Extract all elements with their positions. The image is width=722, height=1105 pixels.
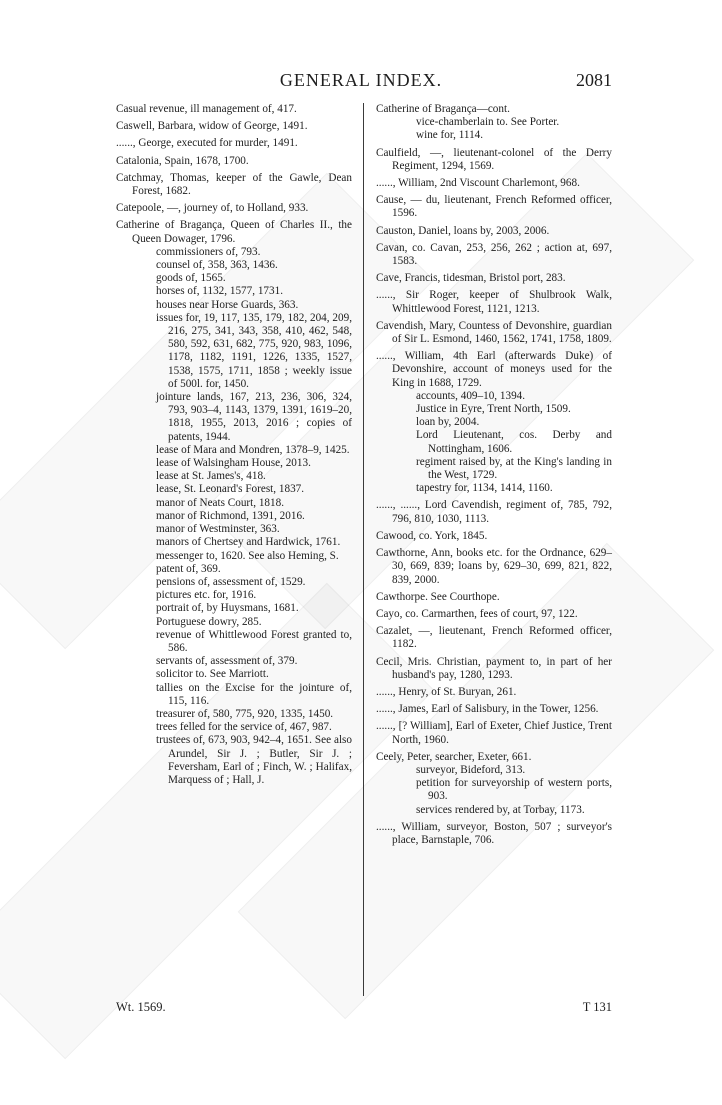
index-subentry: accounts, 409–10, 1394. [416, 389, 526, 402]
index-entry-heading: Catalonia, Spain, 1678, 1700. [116, 154, 249, 167]
index-subentry: pictures etc. for, 1916. [156, 589, 257, 602]
right-index-column [376, 103, 612, 851]
left-index-column [116, 103, 352, 791]
index-entry-heading: Catherine of Bragança—cont. [376, 103, 510, 115]
index-subentry: tapestry for, 1134, 1414, 1160. [416, 482, 553, 495]
index-entry [376, 224, 612, 238]
index-entry [376, 655, 612, 682]
index-entry-heading: Cazalet, —, lieutenant, French Reformed officer, 1182. [376, 625, 612, 651]
index-subentry: issues for, 19, 117, 135, 179, 182, 204, 209, 216, 275, 341, 343, 358, 410, 462, 548, 580, 592, 631, 682, 775, 920, 983, 1096, 1178, 1182, 1191, 1226, 1335, 1527, 1538, 1575, 1711, 1858 ; weekly issue of 500l. for, 1450. [156, 311, 352, 390]
index-entry [376, 241, 612, 268]
index-subentry: lease at St. James's, 418. [156, 470, 266, 483]
index-subentry: houses near Horse Guards, 363. [156, 298, 299, 311]
index-entry-heading: Cavendish, Mary, Countess of Devonshire, guardian of Sir L. Esmond, 1460, 1562, 1741, 1758, 1809. [376, 319, 612, 346]
index-subentry: tallies on the Excise for the jointure of, 115, 116. [156, 681, 352, 707]
index-entry-heading: Catherine of Bragança, Queen of Charles II., the Queen Dowager, 1796. [116, 219, 352, 245]
index-subentry: horses of, 1132, 1577, 1731. [156, 285, 283, 298]
index-subentry: trees felled for the service of, 467, 987. [156, 721, 332, 734]
index-entry-heading: Causton, Daniel, loans by, 2003, 2006. [376, 224, 550, 237]
index-subentry: lease of Walsingham House, 2013. [156, 457, 311, 470]
index-subentry: commissioners of, 793. [156, 245, 261, 258]
page-footer [116, 1000, 612, 1018]
index-entry [376, 820, 612, 847]
index-entry-heading: ......, Sir Roger, keeper of Shulbrook Walk, Whittlewood Forest, 1121, 1213. [376, 289, 612, 315]
index-entry [376, 750, 612, 817]
index-subentry: petition for surveyorship of western ports, 903. [416, 777, 612, 803]
index-entry [116, 120, 352, 133]
index-subentry: trustees of, 673, 903, 942–4, 1651. See also Arundel, Sir J. ; Butler, Sir J. ; Feversham, Earl of ; Finch, W. ; Halifax, Marquess of ; Hall, J. [156, 734, 352, 786]
index-entry [116, 202, 352, 215]
index-subentry: patent of, 369. [156, 562, 221, 575]
page-title: GENERAL INDEX. [279, 70, 443, 90]
index-subentry: manor of Westminster, 363. [156, 523, 280, 536]
index-subentry: vice-chamberlain to. See Porter. [416, 116, 560, 129]
index-entry [116, 171, 352, 198]
index-subentry: servants of, assessment of, 379. [156, 655, 298, 668]
index-subentry: counsel of, 358, 363, 1436. [156, 259, 278, 272]
index-entry [376, 547, 612, 587]
page-number: 2081 [576, 70, 612, 90]
index-entry [376, 499, 612, 525]
index-entry-heading: Cavan, co. Cavan, 253, 256, 262 ; action at, 697, 1583. [376, 241, 612, 268]
index-entry [376, 529, 612, 543]
index-entry-heading: Catchmay, Thomas, keeper of the Gawle, Dean Forest, 1682. [116, 171, 352, 198]
index-entry-heading: ......, William, 4th Earl (afterwards Duke) of Devonshire, account of moneys used for the King in 1688, 1729. [376, 350, 612, 389]
index-subentry: Justice in Eyre, Trent North, 1509. [416, 403, 571, 416]
index-entry-heading: Cause, — du, lieutenant, French Reformed officer, 1596. [376, 194, 612, 220]
index-entry-heading: ......, George, executed for murder, 1491. [116, 137, 298, 150]
index-entry-heading: Ceely, Peter, searcher, Exeter, 661. [376, 750, 532, 763]
index-entry-heading: Cawthorpe. See Courthope. [376, 590, 500, 603]
index-entry-heading: ......, William, surveyor, Boston, 507 ; surveyor's place, Barnstaple, 706. [376, 820, 612, 846]
index-subentry: treasurer of, 580, 775, 920, 1335, 1450. [156, 707, 334, 720]
index-entry [376, 319, 612, 346]
index-entry [376, 685, 612, 699]
index-entry [376, 625, 612, 651]
index-subentry: loan by, 2004. [416, 416, 480, 429]
index-entry-heading: Cecil, Mris. Christian, payment to, in part of her husband's pay, 1280, 1293. [376, 655, 612, 681]
index-subentry: surveyor, Bideford, 313. [416, 763, 526, 776]
index-entry-heading: Cave, Francis, tidesman, Bristol port, 283. [376, 272, 566, 285]
index-subentry: Portuguese dowry, 285. [156, 615, 262, 628]
page-header [110, 70, 612, 94]
footer-signature-mark: T 131 [582, 1000, 612, 1014]
index-entry [376, 194, 612, 220]
index-entry-heading: Caswell, Barbara, widow of George, 1491. [116, 120, 308, 133]
index-entry [376, 703, 612, 716]
index-entry [376, 607, 612, 621]
index-entry [116, 103, 352, 116]
index-subentry: jointure lands, 167, 213, 236, 306, 324, 793, 903–4, 1143, 1379, 1391, 1619–20, 1818, 1955, 2013, 2016 ; copies of patents, 1944. [156, 391, 352, 443]
index-subentry: lease, St. Leonard's Forest, 1837. [156, 483, 305, 496]
index-subentry: revenue of Whittlewood Forest granted to, 586. [156, 628, 352, 654]
index-subentry: manor of Neats Court, 1818. [156, 496, 285, 509]
index-entry-heading: ......, [? William], Earl of Exeter, Chief Justice, Trent North, 1960. [376, 720, 612, 746]
index-entry [116, 137, 352, 150]
index-entry-heading: Caulfield, —, lieutenant-colonel of the Derry Regiment, 1294, 1569. [376, 146, 612, 172]
index-entry-heading: Cayo, co. Carmarthen, fees of court, 97, 122. [376, 607, 578, 620]
footer-print-mark: Wt. 1569. [116, 1000, 166, 1014]
index-entry [376, 289, 612, 315]
index-entry [376, 272, 612, 285]
index-entry-heading: Cawood, co. York, 1845. [376, 529, 488, 542]
index-subentry: lease of Mara and Mondren, 1378–9, 1425. [156, 443, 350, 456]
index-entry-heading: Casual revenue, ill management of, 417. [116, 103, 297, 115]
index-entry-heading: ......, James, Earl of Salisbury, in the Tower, 1256. [376, 703, 599, 716]
index-entry [116, 219, 352, 787]
column-divider [363, 103, 364, 996]
index-subentry: wine for, 1114. [416, 129, 484, 142]
index-entry [376, 720, 612, 746]
index-entry-heading: ......, Henry, of St. Buryan, 261. [376, 685, 517, 698]
index-entry [376, 350, 612, 495]
index-subentry: Lord Lieutenant, cos. Derby and Nottingham, 1606. [416, 429, 612, 455]
index-subentry: manor of Richmond, 1391, 2016. [156, 509, 305, 522]
index-subentry: pensions of, assessment of, 1529. [156, 575, 306, 588]
index-entry-heading: Cawthorne, Ann, books etc. for the Ordnance, 629–30, 669, 839; loans by, 629–30, 699, 821, 822, 839, 2000. [376, 547, 612, 586]
index-entry [376, 146, 612, 173]
index-entry [376, 177, 612, 190]
index-entry [116, 154, 352, 168]
index-subentry: messenger to, 1620. See also Heming, S. [156, 549, 339, 562]
index-subentry: regiment raised by, at the King's landing in the West, 1729. [416, 455, 612, 482]
index-subentry: goods of, 1565. [156, 272, 226, 285]
index-subentry: manors of Chertsey and Hardwick, 1761. [156, 536, 341, 549]
index-subentry: services rendered by, at Torbay, 1173. [416, 803, 585, 816]
index-entry [376, 103, 612, 143]
index-entry [376, 590, 612, 604]
index-entry-heading: ......, William, 2nd Viscount Charlemont, 968. [376, 177, 580, 190]
index-subentry: portrait of, by Huysmans, 1681. [156, 602, 299, 615]
index-subentry: solicitor to. See Marriott. [156, 668, 269, 681]
index-entry-heading: Catepoole, —, journey of, to Holland, 933. [116, 202, 309, 215]
index-entry-heading: ......, ......, Lord Cavendish, regiment of, 785, 792, 796, 810, 1030, 1113. [376, 499, 612, 525]
